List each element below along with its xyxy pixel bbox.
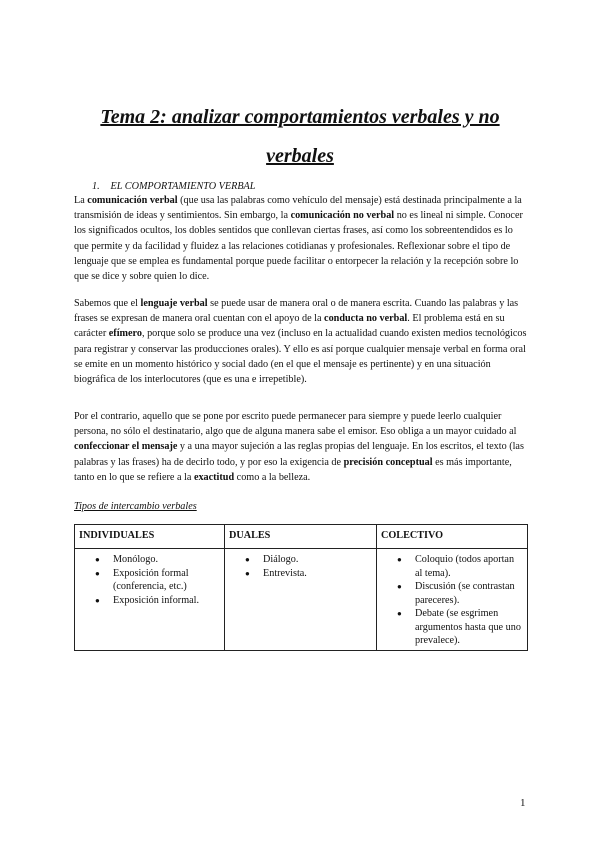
- table-header-cell: INDIVIDUALES: [75, 525, 225, 549]
- list-item: ● Debate (se esgrimen argumentos hasta que uno prevalece).: [415, 607, 523, 648]
- bold-term: exactitud: [193, 471, 235, 483]
- text-run: se puede usar de manera oral o de manera escrita. Cuando las palabras y las frases se expresan de manera oral cuentan con el apoyo de la: [74, 298, 519, 325]
- types-heading: Tipos de intercambio verbales: [74, 501, 197, 512]
- section-heading-text: EL COMPORTAMIENTO VERBAL: [110, 181, 256, 192]
- bullet-list: [79, 553, 220, 607]
- list-item: ● Discusión (se contrastan pareceres).: [415, 580, 523, 607]
- bold-term: lenguaje verbal: [140, 298, 208, 309]
- list-item: ● Exposición informal.: [113, 594, 220, 608]
- table-header-cell: COLECTIVO: [377, 525, 528, 549]
- bullet-list: [381, 553, 523, 648]
- bold-term: efímero: [108, 328, 142, 340]
- table-row: [75, 549, 528, 651]
- text-run: , porque solo se produce una vez (incluso en la actualidad cuando existen medios tecnológicos para registrar y conservar las producciones orales). Y ello es así porque cualquier mensaje verbal en forma oral se emite en un momento histórico y social dado (en el que el mensaje es pertinente) y en una situación biográfica de los interlocutores (que es una e irrepetible).: [74, 328, 527, 386]
- bold-term: comunicación verbal: [87, 195, 178, 206]
- bullet-list: [229, 553, 372, 580]
- table-cell-duales: [225, 549, 377, 651]
- text-run: como a la belleza.: [234, 471, 311, 483]
- table-cell-individuales: [75, 549, 225, 651]
- page-number: 1: [520, 797, 526, 809]
- table-cell-colectivo: [377, 549, 528, 651]
- document-title: Tema 2: analizar comportamientos verbales y no verbales: [100, 106, 500, 167]
- text-run: . El problema está en su carácter: [74, 313, 505, 340]
- exchange-types-table: [74, 524, 528, 651]
- paragraph-written-language: [74, 409, 528, 485]
- section-heading: [92, 179, 255, 194]
- bold-term: confeccionar el mensaje: [74, 441, 178, 453]
- section-number: 1.: [92, 181, 100, 192]
- list-item: ● Monólogo.: [113, 553, 220, 567]
- text-run: y a una mayor sujeción a las reglas propias del lenguaje. En los escritos, el texto (las palabras y las frases) ha de decirlo todo, y por eso la exigencia de: [74, 441, 524, 468]
- text-run: Sabemos que el: [74, 298, 141, 309]
- table-header-cell: DUALES: [225, 525, 377, 549]
- list-item: ● Coloquio (todos aportan al tema).: [415, 553, 523, 580]
- text-run: (que usa las palabras como vehículo del mensaje) está destinada principalmente a la transmisión de ideas y sentimientos. Sin embargo, la: [74, 195, 522, 222]
- bold-term: conducta no verbal: [324, 313, 408, 325]
- table-header-row: [75, 525, 528, 549]
- list-item: ● Diálogo.: [263, 553, 372, 567]
- text-run: Por el contrario, aquello que se pone por escrito puede permanecer para siempre y puede leerlo cualquier persona, no sólo el destinatario, algo que de alguna manera sabe el emisor. Eso obliga a un mayor cuidado al: [74, 411, 517, 438]
- text-run: es más importante, tanto en lo que se refiere a la: [74, 456, 512, 483]
- paragraph-verbal-communication: [74, 193, 528, 284]
- bold-term: precisión conceptual: [343, 456, 433, 468]
- text-run: no es lineal ni simple. Conocer los significados ocultos, los dobles sentidos que conllevan ciertas frases, así como los sobreentendidos es lo que permite y da facilidad y fluidez a las relaciones cotidianas y profesionales. Reflexionar sobre el tipo de lenguaje que se emplea es fundamental porque puede facilitar o entorpecer la relación y la recepción sobre lo que se dice y sobre quien lo dice.: [74, 210, 523, 283]
- list-item: ● Entrevista.: [263, 567, 372, 581]
- paragraph-oral-language: [74, 296, 528, 387]
- text-run: La: [74, 195, 88, 206]
- bold-term: comunicación no verbal: [290, 210, 395, 222]
- list-item: ● Exposición formal (conferencia, etc.): [113, 567, 220, 594]
